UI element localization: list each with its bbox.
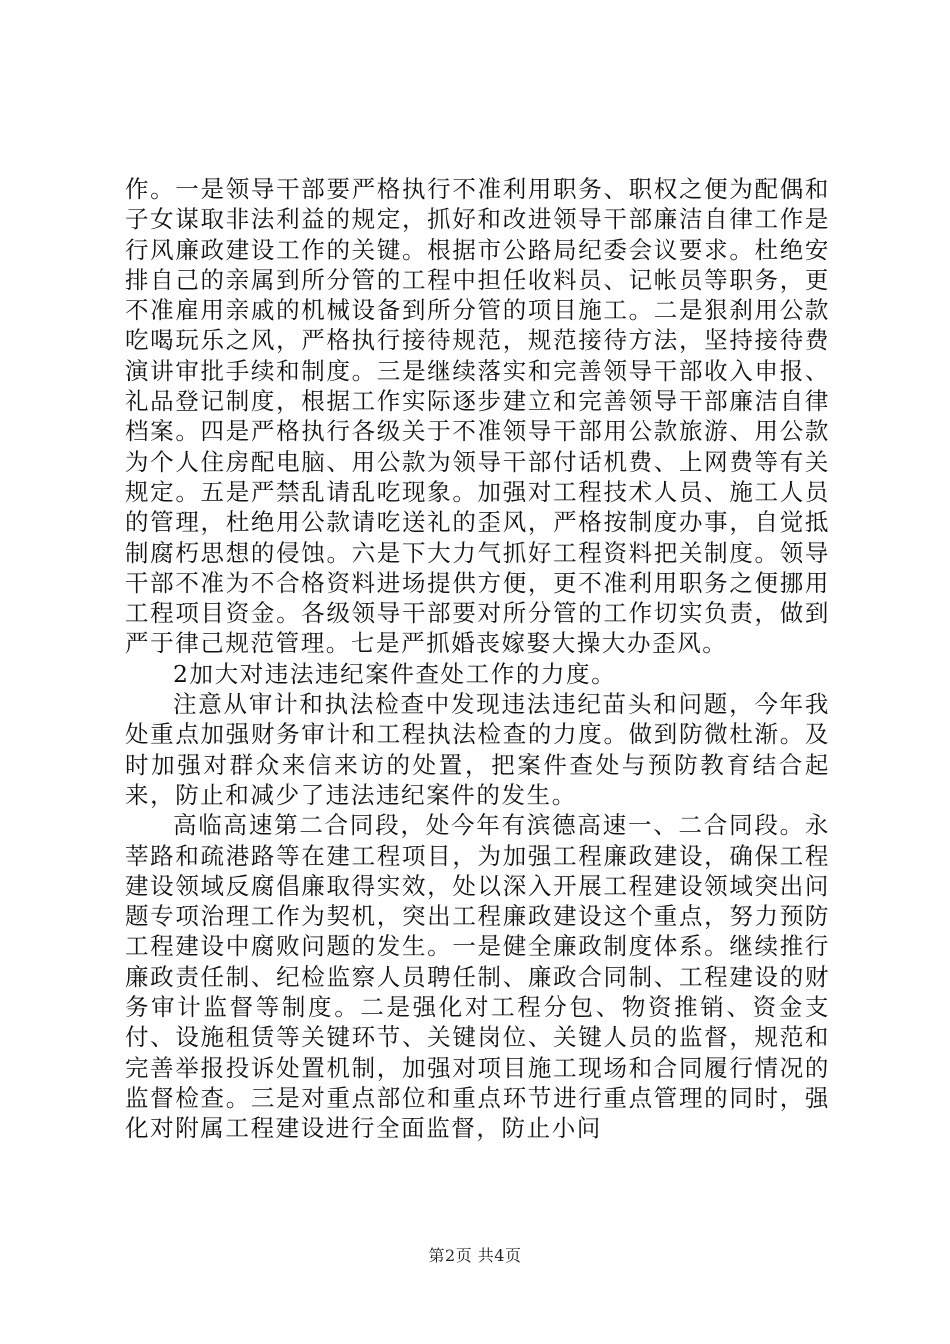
page-footer: 第2页 共4页 [428,1246,522,1265]
paragraph-4: 高临高速第二合同段，处今年有滨德高速一、二合同段。永莘路和疏港路等在建工程项目，为加强工程廉政建设，确保工程建设领域反腐倡廉取得实效，处以深入开展工程建设领域突出问题专项治理工作为契机，突出工程廉政建设这个重点，努力预防工程建设中腐败问题的发生。一是健全廉政制度体系。继续推行廉政责任制、纪检监察人员聘任制、廉政合同制、工程建设的财务审计监督等制度。二是强化对工程分包、物资推销、资金支付、设施租赁等关键环节、关键岗位、关键人员的监督，规范和完善举报投诉处置机制，加强对项目施工现场和合同履行情况的监督检查。三是对重点部位和重点环节进行重点管理的同时，强化对附属工程建设进行全面监督，防止小问 [125,811,830,1143]
paragraph-2-heading: 2加大对违法违纪案件查处工作的力度。 [173,659,617,688]
document-body [125,174,830,1144]
paragraph-3: 注意从审计和执法检查中发现违法违纪苗头和问题，今年我处重点加强财务审计和工程执法检查的力度。做到防微杜渐。及时加强对群众来信来访的处置，把案件查处与预防教育结合起来，防止和减少了违法违纪案件的发生。 [125,690,830,809]
paragraph-1: 作。一是领导干部要严格执行不准利用职务、职权之便为配偶和子女谋取非法利益的规定，抓好和改进领导干部廉洁自律工作是行风廉政建设工作的关键。根据市公路局纪委会议要求。杜绝安排自己的亲属到所分管的工程中担任收料员、记帐员等职务，更不准雇用亲戚的机械设备到所分管的项目施工。二是狠刹用公款吃喝玩乐之风，严格执行接待规范，规范接待方法，坚持接待费演讲审批手续和制度。三是继续落实和完善领导干部收入申报、礼品登记制度，根据工作实际逐步建立和完善领导干部廉洁自律档案。四是严格执行各级关于不准领导干部用公款旅游、用公款为个人住房配电脑、用公款为领导干部付话机费、上网费等有关规定。五是严禁乱请乱吃现象。加强对工程技术人员、施工人员的管理，杜绝用公款请吃送礼的歪风，严格按制度办事，自觉抵制腐朽思想的侵蚀。六是下大力气抓好工程资料把关制度。领导干部不准为不合格资料进场提供方便，更不准利用职务之便挪用工程项目资金。各级领导干部要对所分管的工作切实负责，做到严于律己规范管理。七是严抓婚丧嫁娶大操大办歪风。 [125,175,830,658]
